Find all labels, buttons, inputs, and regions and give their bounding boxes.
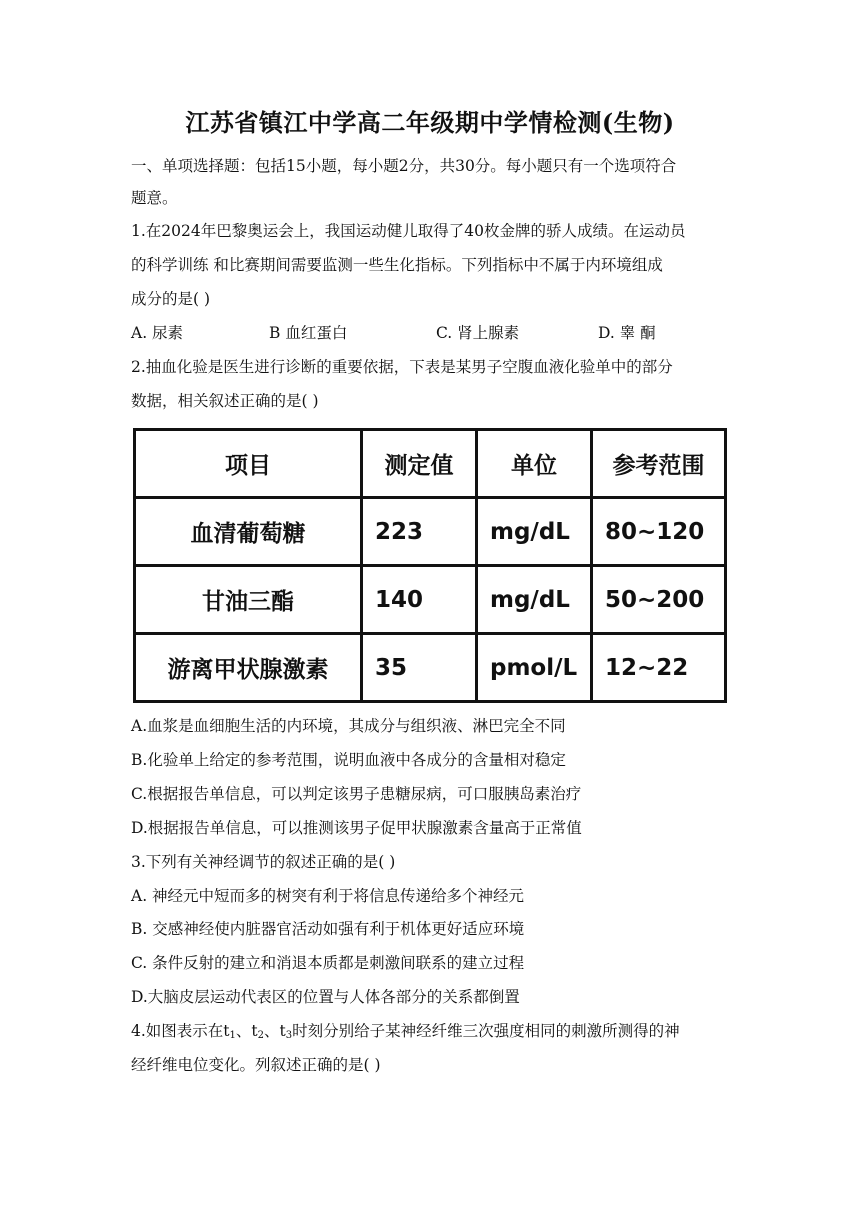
table-header-item: 项目 [135, 430, 362, 498]
table-header-row [135, 430, 726, 498]
q1-option-b: B 血红蛋白 [269, 324, 348, 342]
q1-option-c: C. 肾上腺素 [436, 324, 520, 342]
table-header-unit: 单位 [477, 430, 592, 498]
table-row [135, 566, 726, 634]
table-cell: 50~200 [592, 566, 726, 634]
table-header-range: 参考范围 [592, 430, 726, 498]
q4-line1 [131, 1020, 731, 1047]
table-cell: 80~120 [592, 498, 726, 566]
q2-option-d: D.根据报告单信息，可以推测该男子促甲状腺激素含量高于正常值 [131, 819, 582, 837]
q4-sub-3: 3 [285, 1030, 293, 1041]
q1-line2: 的科学训练 和比赛期间需要监测一些生化指标。下列指标中不属于内环境组成 [131, 256, 663, 274]
q2-line1: 2.抽血化验是医生进行诊断的重要依据，下表是某男子空腹血液化验单中的部分 [131, 358, 673, 376]
table-cell: 12~22 [592, 634, 726, 702]
q4-text-pre: 4.如图表示在t [131, 1022, 230, 1040]
q4-line2: 经纤维电位变化。列叙述正确的是( ) [131, 1056, 381, 1074]
lab-results-table [133, 428, 727, 703]
table-cell: 血清葡萄糖 [135, 498, 362, 566]
q1-option-d: D. 睾 酮 [598, 324, 656, 342]
q2-option-c: C.根据报告单信息，可以判定该男子患糖尿病，可口服胰岛素治疗 [131, 785, 582, 803]
q4-text-mid1: 、t [235, 1022, 258, 1040]
table-cell: pmol/L [477, 634, 592, 702]
table-row [135, 634, 726, 702]
q4-sub-2: 2 [257, 1030, 265, 1041]
q3-option-b: B. 交感神经使内脏器官活动如强有利于机体更好适应环境 [131, 920, 525, 938]
section-instruction-line1: 一、单项选择题：包括15小题，每小题2分，共30分。每小题只有一个选项符合 [131, 157, 677, 175]
q3-option-d: D.大脑皮层运动代表区的位置与人体各部分的关系都倒置 [131, 988, 520, 1006]
table-cell: 游离甲状腺激素 [135, 634, 362, 702]
q2-option-b: B.化验单上给定的参考范围，说明血液中各成分的含量相对稳定 [131, 751, 566, 769]
q2-line2: 数据，相关叙述正确的是( ) [131, 392, 319, 410]
table-cell: mg/dL [477, 498, 592, 566]
q1-line1: 1.在2024年巴黎奥运会上，我国运动健儿取得了40枚金牌的骄人成绩。在运动员 [131, 222, 686, 240]
table-cell: mg/dL [477, 566, 592, 634]
table-cell: 223 [362, 498, 477, 566]
q4-text-mid2: 、t [264, 1022, 286, 1040]
table-cell: 甘油三酯 [135, 566, 362, 634]
q3-line1: 3.下列有关神经调节的叙述正确的是( ) [131, 853, 396, 871]
table-row [135, 498, 726, 566]
q4-text-post: 时刻分别给子某神经纤维三次强度相同的刺激所测得的神 [292, 1022, 680, 1040]
table-cell: 35 [362, 634, 477, 702]
table-header-value: 测定值 [362, 430, 477, 498]
q4-sub-1: 1 [229, 1030, 236, 1041]
q1-line3: 成分的是( ) [131, 290, 211, 308]
q2-option-a: A.血浆是血细胞生活的内环境，其成分与组织液、淋巴完全不同 [131, 717, 566, 735]
section-instruction-line2: 题意。 [131, 189, 178, 207]
page-title: 江苏省镇江中学高二年级期中学情检测(生物) [185, 108, 675, 137]
q3-option-a: A. 神经元中短而多的树突有利于将信息传递给多个神经元 [131, 887, 525, 905]
q3-option-c: C. 条件反射的建立和消退本质都是刺激间联系的建立过程 [131, 954, 525, 972]
q1-option-a: A. 尿素 [131, 324, 184, 342]
table-cell: 140 [362, 566, 477, 634]
